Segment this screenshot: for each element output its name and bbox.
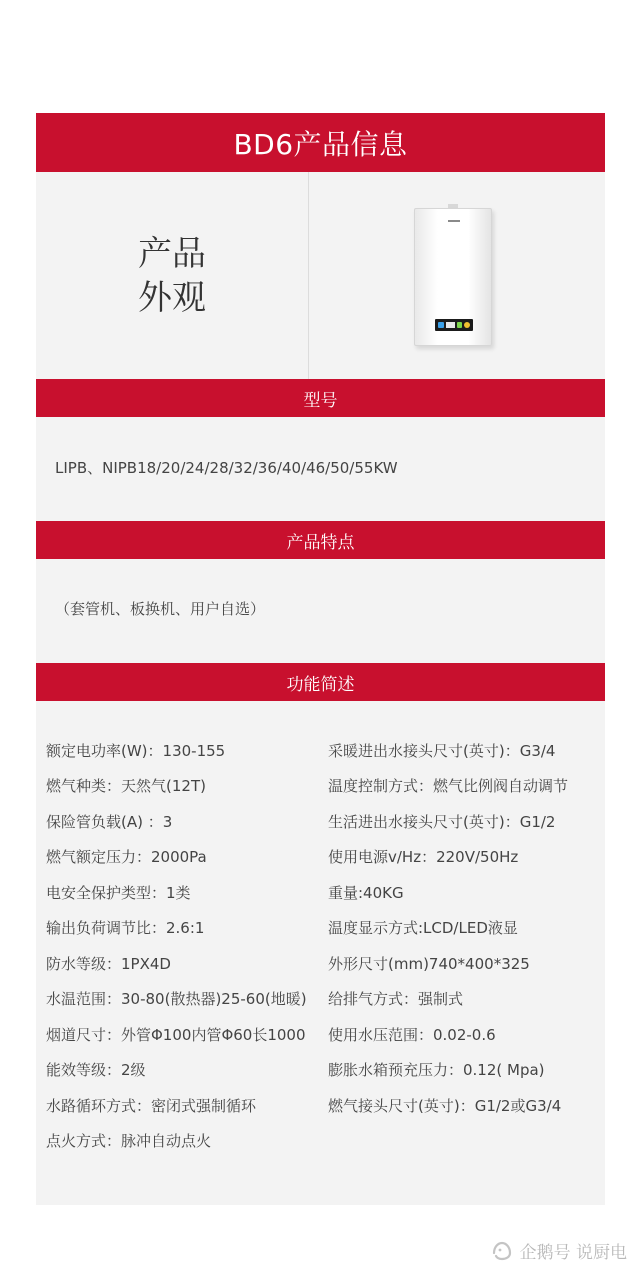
spec-item: 温度显示方式:LCD/LED液显 [328, 919, 518, 937]
spec-item: 重量:40KG [328, 884, 404, 902]
spec-item: 生活进出水接头尺寸(英寸)：G1/2 [328, 813, 556, 831]
spec-item: 外形尺寸(mm)740*400*325 [328, 955, 530, 973]
page-title: BD6产品信息 [36, 113, 605, 172]
watermark-text: 企鹅号 说厨电 [519, 1243, 627, 1263]
product-info-card [36, 113, 605, 1205]
appearance-label-line2: 外观 [138, 277, 206, 318]
appearance-label [36, 172, 308, 379]
appearance-divider [308, 172, 309, 379]
model-section-header: 型号 [36, 379, 605, 417]
spec-item: 水温范围：30-80(散热器)25-60(地暖) [46, 990, 307, 1008]
spec-item: 电安全保护类型：1类 [46, 884, 191, 902]
heater-body [414, 208, 492, 346]
spec-item: 输出负荷调节比：2.6:1 [46, 919, 205, 937]
spec-item: 保险管负载(A) ：3 [46, 813, 173, 831]
spec-item: 使用电源v/Hz：220V/50Hz [328, 848, 519, 866]
spec-item: 燃气种类：天然气(12T) [46, 777, 206, 795]
appearance-row [36, 172, 605, 379]
spec-item: 膨胀水箱预充压力：0.12( Mpa) [328, 1061, 545, 1079]
spec-item: 水路循环方式：密闭式强制循环 [46, 1097, 257, 1115]
spec-item: 给排气方式：强制式 [328, 990, 464, 1008]
spec-item: 防水等级：1PX4D [46, 955, 171, 973]
spec-item: 点火方式：脉冲自动点火 [46, 1132, 212, 1150]
spec-item: 烟道尺寸：外管Φ100内管Φ60长1000 [46, 1026, 306, 1044]
spec-item: 能效等级：2级 [46, 1061, 146, 1079]
features-section-header: 产品特点 [36, 521, 605, 559]
spec-item: 温度控制方式：燃气比例阀自动调节 [328, 777, 569, 795]
appearance-label-line1: 产品 [138, 233, 206, 274]
water-heater-image [414, 204, 492, 346]
control-panel-display [435, 319, 473, 331]
functions-section-header: 功能简述 [36, 663, 605, 701]
spec-item: 额定电功率(W)：130-155 [46, 742, 226, 760]
spec-item: 使用水压范围：0.02-0.6 [328, 1026, 496, 1044]
model-text: LIPB、NIPB18/20/24/28/32/36/40/46/50/55KW [55, 459, 398, 477]
spec-item: 采暖进出水接头尺寸(英寸)：G3/4 [328, 742, 556, 760]
features-text: （套管机、板换机、用户自选） [55, 600, 266, 618]
spec-item: 燃气额定压力：2000Pa [46, 848, 207, 866]
watermark [490, 1238, 627, 1263]
spec-item: 燃气接头尺寸(英寸)：G1/2或G3/4 [328, 1097, 562, 1115]
penguin-logo-icon [490, 1239, 514, 1263]
brand-logo-mark [448, 220, 460, 222]
